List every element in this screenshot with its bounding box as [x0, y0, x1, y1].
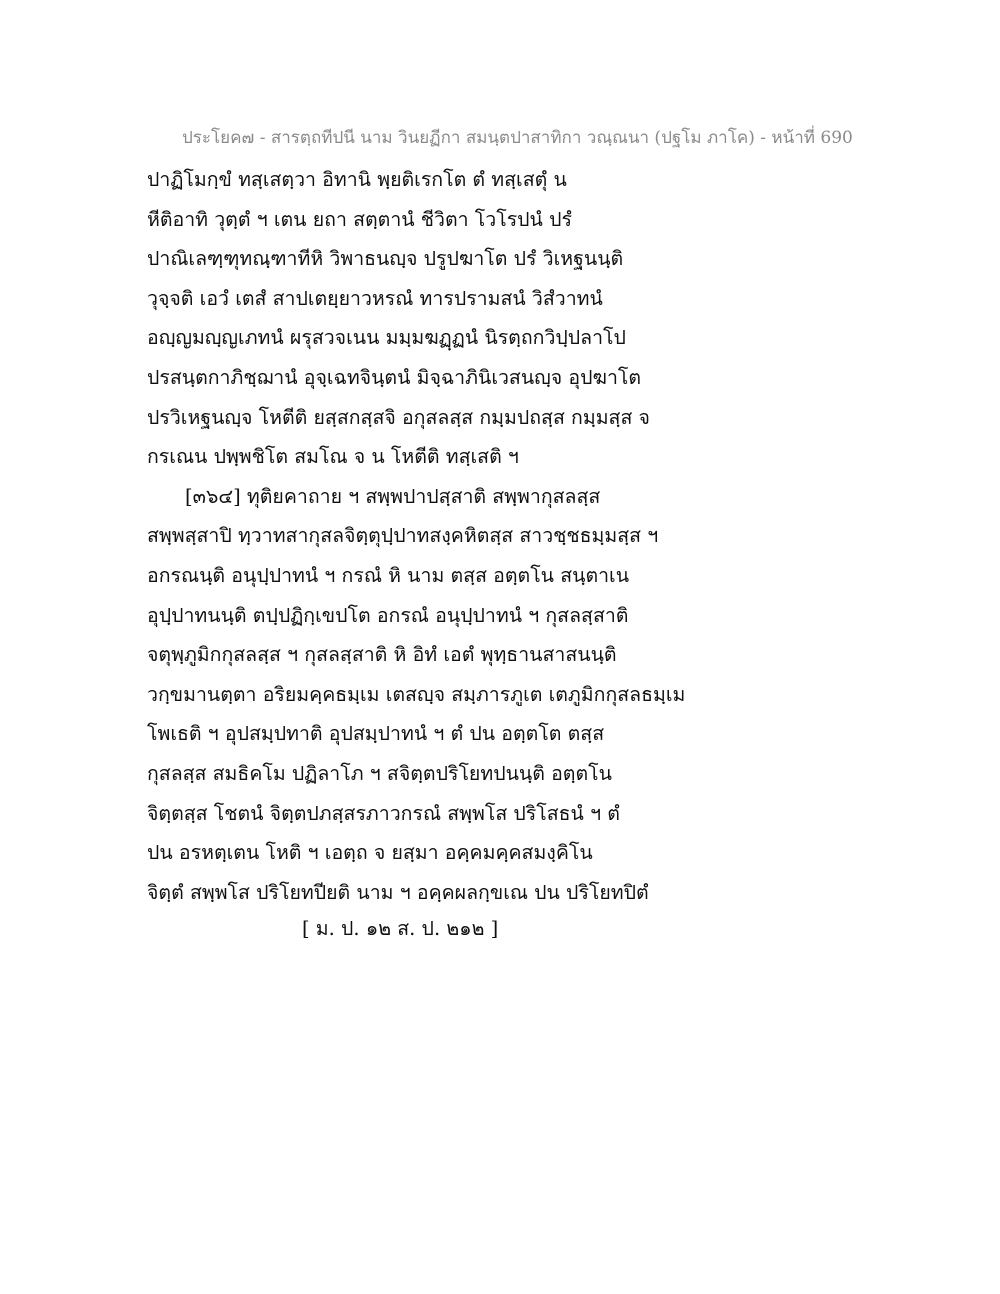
text-line: จตุพฺภูมิกกุสลสฺส ฯ กุสลสฺสาติ หิ อิทํ เอตํ พุทฺธานสาสนนฺติ — [147, 643, 617, 667]
running-header: ประโยค๗ - สารตฺถทีปนี นาม วินยฏีกา สมนฺตปาสาทิกา วณฺณนา (ปฐโม ภาโค) - หน้าที่ 690 — [182, 128, 853, 148]
text-line: ปาณิเลฑฺฑุทณฺฑาทีหิ วิพาธนญฺจ ปรูปฆาโต ปรํ วิเหฐนนฺติ — [147, 247, 624, 271]
text-line: ปรวิเหฐนญฺจ โหตีติ ยสฺสกสฺสจิ อกุสลสฺส กมฺมปถสฺส กมฺมสฺส จ — [147, 405, 650, 429]
text-line: กุสลสฺส สมธิคโม ปฏิลาโภ ฯ สจิตฺตปริโยทปนนฺติ อตฺตโน — [147, 761, 612, 785]
text-line: หีติอาทิ วุตฺตํ ฯ เตน ยถา สตฺตานํ ชีวิตา โวโรปนํ ปรํ — [147, 207, 572, 231]
text-line: จิตฺตํ สพฺพโส ปริโยทปียติ นาม ฯ อคฺคผลกฺขเณ ปน ปริโยทปิตํ — [147, 880, 649, 904]
text-line: โพเธติ ฯ อุปสมฺปทาติ อุปสมฺปาทนํ ฯ ตํ ปน อตฺตโต ตสฺส — [147, 722, 605, 746]
text-line: กรเณน ปพฺพชิโต สมโณ จ น โหตีติ ทสฺเสติ ฯ — [147, 445, 519, 469]
text-line: สพฺพสฺสาปิ ทฺวาทสากุสลจิตฺตุปฺปาทสงฺคหิตสฺส สาวชฺชธมฺมสฺส ฯ — [147, 524, 659, 548]
body-text — [147, 160, 707, 912]
text-line: จิตฺตสฺส โชตนํ จิตฺตปภสฺสรภาวกรณํ สพฺพโส ปริโสธนํ ฯ ตํ — [147, 801, 620, 825]
text-line: ปาฏิโมกฺขํ ทสฺเสตฺวา อิทานิ พฺยติเรกโต ตํ ทสฺเสตุํ น — [147, 168, 567, 191]
text-line: อกรณนฺติ อนุปฺปาทนํ ฯ กรณํ หิ นาม ตสฺส อตฺตโน สนฺตาเน — [147, 563, 630, 587]
text-line: อุปฺปาทนนฺติ ตปฺปฏิกฺเขปโต อกรณํ อนุปฺปาทนํ ฯ กุสลสฺสาติ — [147, 603, 629, 627]
text-line: อญฺญมญฺญเภทนํ ผรุสวจเนน มมฺมฆฏฺฏนํ นิรตฺถกวิปฺปลาโป — [147, 326, 626, 350]
page-reference: [ ม. ป. ๑๒ ส. ป. ๒๑๒ ] — [302, 917, 499, 940]
text-line: วุจฺจติ เอวํ เตสํ สาปเตยฺยาวหรณํ ทารปรามสนํ วิสํวาทนํ — [147, 286, 603, 310]
text-line: ปรสนฺตกาภิชฺฌานํ อุจฺเฉทจินฺตนํ มิจฺฉาภินิเวสนญฺจ อุปฆาโต — [147, 365, 642, 389]
text-line: ปน อรหตฺเตน โหติ ฯ เอตฺถ จ ยสฺมา อคฺคมคฺคสมงฺคิโน — [147, 841, 593, 865]
text-line: วกฺขมานตฺตา อริยมคฺคธมฺเม เตสญฺจ สมฺภารภูเต เตภูมิกกุสลธมฺเม — [147, 682, 686, 706]
paragraph-start-line: [๓๖๔] ทุติยคาถาย ฯ สพฺพปาปสฺสาติ สพฺพากุสลสฺส — [185, 484, 601, 508]
